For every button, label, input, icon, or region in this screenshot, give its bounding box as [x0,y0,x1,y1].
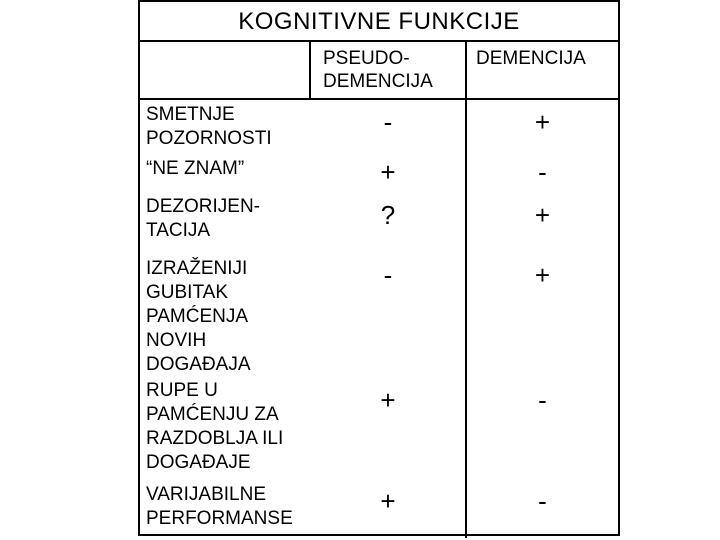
cell-pseudodementia: + [311,480,467,538]
row-label-line: DOGAĐAJA [146,354,251,375]
cell-dementia: - [538,157,547,187]
row-label [146,379,311,475]
row-label-line: RUPE U [146,380,218,401]
header-blank-cell [140,42,311,100]
row-label-line: IZRAŽENIJI [146,258,248,279]
cell-pseudodementia: - [311,254,467,376]
row-label [146,195,311,243]
row-label-line: RAZDOBLJA ILI [146,428,284,449]
table-row [140,154,618,192]
cognitive-functions-table [138,0,620,536]
row-label-line: NOVIH [146,330,207,351]
row-label [146,483,311,531]
table-row [140,254,618,376]
row-label [146,103,311,151]
row-label-line: PERFORMANSE [146,508,293,529]
cell-dementia: + [534,260,551,290]
cell-dementia: - [538,486,547,516]
cell-pseudodementia: + [311,154,467,192]
row-label-line: “NE ZNAM” [146,158,245,179]
table-row [140,192,618,254]
cell-dementia: - [538,385,547,415]
column-header-pseudodementia-line-2: DEMENCIJA [323,71,433,92]
row-label-line: POZORNOSTI [146,128,272,149]
table-row [140,480,618,538]
row-label-line: TACIJA [146,220,211,241]
table-title: KOGNITIVNE FUNKCIJE [140,2,618,42]
row-label-line: PAMĆENJA [146,306,249,327]
row-label-line: GUBITAK [146,282,228,303]
row-label-line: SMETNJE [146,104,235,125]
row-label-line: DEZORIJEN- [146,196,260,217]
cell-pseudodementia: - [311,100,467,154]
cell-pseudodementia: + [311,376,467,480]
row-label-line: VARIJABILNE [146,484,267,505]
cell-dementia: + [534,200,551,230]
table-row [140,376,618,480]
column-header-pseudodementia [311,42,467,100]
row-label [146,257,311,377]
cell-pseudodementia: ? [311,192,467,254]
row-label-line: PAMĆENJU ZA [146,404,279,425]
column-header-pseudodementia-line-1: PSEUDO- [323,48,410,69]
row-label-line: DOGAĐAJE [146,452,251,473]
row-label [146,157,311,181]
cell-dementia: + [534,107,551,137]
column-header-dementia: DEMENCIJA [467,42,618,100]
table-row [140,100,618,154]
